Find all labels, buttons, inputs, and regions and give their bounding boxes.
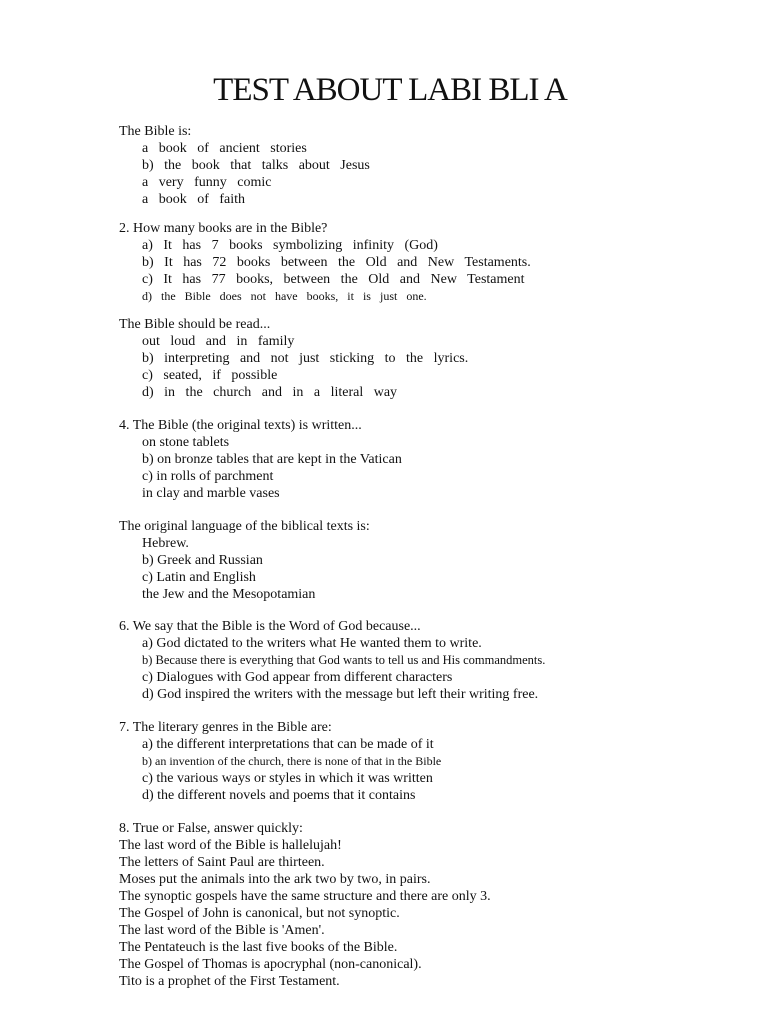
question-2-option-d: d) the Bible does not have books, it is just one.	[142, 289, 427, 303]
question-3-option-c: c) seated, if possible	[142, 368, 278, 383]
question-4-option-a: on stone tablets	[142, 435, 230, 450]
question-7-option-d: d) the different novels and poems that it contains	[142, 788, 416, 803]
question-1-text: The Bible is:	[119, 124, 192, 139]
question-1	[119, 123, 739, 208]
question-3-text: The Bible should be read...	[119, 317, 271, 332]
true-false-statement: Moses put the animals into the ark two by two, in pairs.	[119, 872, 431, 887]
question-4	[119, 417, 739, 502]
true-false-statement: Tito is a prophet of the First Testament.	[119, 974, 340, 989]
question-1-option-b: b) the book that talks about Jesus	[142, 158, 370, 173]
question-6-option-d: d) God inspired the writers with the message but left their writing free.	[142, 687, 539, 702]
question-4-option-d: in clay and marble vases	[142, 486, 280, 501]
question-7-text: 7. The literary genres in the Bible are:	[119, 720, 332, 735]
true-false-statement: The Pentateuch is the last five books of the Bible.	[119, 940, 398, 955]
question-2-text: 2. How many books are in the Bible?	[119, 221, 328, 236]
true-false-statement: The synoptic gospels have the same structure and there are only 3.	[119, 889, 491, 904]
question-6	[119, 618, 739, 703]
question-6-text: 6. We say that the Bible is the Word of God because...	[119, 619, 421, 634]
question-2-option-a: a) It has 7 books symbolizing infinity (God)	[142, 238, 438, 253]
true-false-statement: The Gospel of John is canonical, but not synoptic.	[119, 906, 400, 921]
question-7-option-b: b) an invention of the church, there is none of that in the Bible	[142, 754, 442, 768]
question-1-option-a: a book of ancient stories	[142, 141, 307, 156]
question-1-option-c: a very funny comic	[142, 175, 272, 190]
question-8	[119, 820, 739, 990]
question-5-option-c: c) Latin and English	[142, 570, 256, 585]
question-5-text: The original language of the biblical texts is:	[119, 519, 370, 534]
question-5-option-b: b) Greek and Russian	[142, 553, 263, 568]
question-6-option-c: c) Dialogues with God appear from different characters	[142, 670, 453, 685]
question-4-option-c: c) in rolls of parchment	[142, 469, 274, 484]
question-3	[119, 316, 739, 401]
question-6-option-a: a) God dictated to the writers what He wanted them to write.	[142, 636, 482, 651]
question-2-option-c: c) It has 77 books, between the Old and New Testament	[142, 272, 525, 287]
question-3-option-b: b) interpreting and not just sticking to the lyrics.	[142, 351, 469, 366]
question-2-option-b: b) It has 72 books between the Old and New Testaments.	[142, 255, 531, 270]
question-5	[119, 518, 739, 603]
question-7-option-a: a) the different interpretations that can be made of it	[142, 737, 434, 752]
document-title: TEST ABOUT LABI BLI A	[213, 72, 567, 108]
true-false-statement: The letters of Saint Paul are thirteen.	[119, 855, 325, 870]
question-7	[119, 719, 739, 804]
question-6-option-b: b) Because there is everything that God wants to tell us and His commandments.	[142, 653, 546, 667]
question-3-option-d: d) in the church and in a literal way	[142, 385, 398, 400]
question-2	[119, 220, 739, 305]
question-4-option-b: b) on bronze tables that are kept in the Vatican	[142, 452, 402, 467]
question-4-text: 4. The Bible (the original texts) is written...	[119, 418, 362, 433]
question-3-option-a: out loud and in family	[142, 334, 295, 349]
true-false-statement: The Gospel of Thomas is apocryphal (non-canonical).	[119, 957, 422, 972]
question-5-option-d: the Jew and the Mesopotamian	[142, 587, 316, 602]
true-false-statement: The last word of the Bible is hallelujah!	[119, 838, 342, 853]
true-false-statement: The last word of the Bible is 'Amen'.	[119, 923, 325, 938]
question-8-text: 8. True or False, answer quickly:	[119, 821, 303, 836]
question-5-option-a: Hebrew.	[142, 536, 189, 551]
question-1-option-d: a book of faith	[142, 192, 246, 207]
question-7-option-c: c) the various ways or styles in which it was written	[142, 771, 433, 786]
